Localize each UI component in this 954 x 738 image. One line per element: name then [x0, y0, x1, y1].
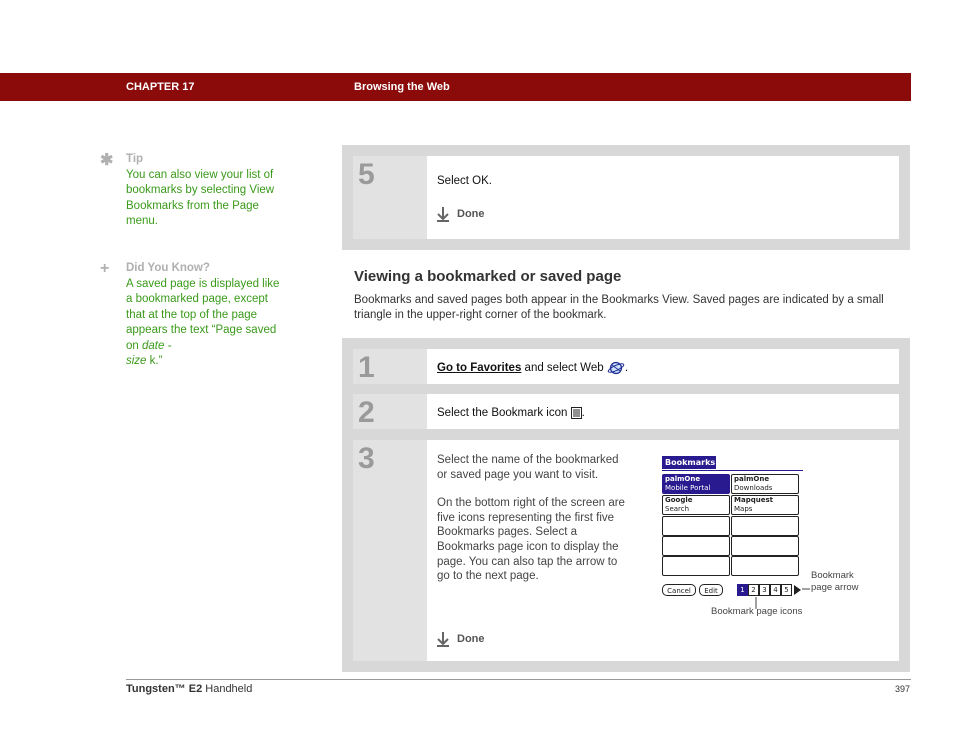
- step-1: [353, 349, 899, 384]
- step-3-para-2: On the bottom right of the screen are five icons representing the first five Bookmarks pages. Select a Bookmarks page icon to display the page. You can also tap the arrow to go to the next page.: [437, 497, 625, 583]
- down-arrow-icon: [437, 206, 449, 222]
- tip-sidebar: [100, 152, 280, 230]
- bookmark-empty-slot[interactable]: [662, 556, 730, 576]
- bookmark-empty-slot[interactable]: [662, 516, 730, 536]
- bookmark-page-3[interactable]: 3: [759, 584, 770, 596]
- step-number: 3: [353, 440, 427, 661]
- bookmark-page-2[interactable]: 2: [748, 584, 759, 596]
- done-indicator: Done: [437, 631, 485, 647]
- step-3: [353, 440, 899, 661]
- steps-1-3-box: [342, 338, 910, 672]
- go-to-favorites-link[interactable]: Go to Favorites: [437, 362, 522, 375]
- bookmark-page-5[interactable]: 5: [781, 584, 792, 596]
- step-2-text: Select the Bookmark icon .: [437, 407, 585, 420]
- step-3-text: [437, 453, 629, 584]
- bookmarks-title: Bookmarks: [662, 456, 716, 469]
- page-icons-callout: Bookmark page icons: [711, 606, 803, 617]
- did-you-know-text: A saved page is displayed like a bookmarked page, except that at the top of the page appears the text “Page saved on date - size k.”: [126, 277, 280, 367]
- bookmark-page-1[interactable]: 1: [737, 584, 748, 596]
- asterisk-icon: ✱: [100, 152, 114, 169]
- bookmark-mapquest-maps[interactable]: Mapquest Maps: [731, 495, 799, 515]
- chapter-label: CHAPTER 17: [126, 81, 195, 93]
- plus-icon: +: [100, 260, 110, 277]
- bookmark-icon: [571, 407, 582, 419]
- did-you-know-title: Did You Know?: [126, 262, 210, 274]
- bookmark-palmone-downloads[interactable]: palmOne Downloads: [731, 474, 799, 494]
- step-5-text: Select OK.: [437, 175, 492, 187]
- step-5-box: [342, 145, 910, 250]
- bookmark-palmone-mobile-portal[interactable]: palmOne Mobile Portal: [662, 474, 730, 494]
- section-heading: Viewing a bookmarked or saved page: [354, 268, 622, 285]
- step-number: 5: [353, 156, 427, 239]
- bookmark-google-search[interactable]: Google Search: [662, 495, 730, 515]
- bookmark-empty-slot[interactable]: [731, 556, 799, 576]
- bookmark-empty-slot[interactable]: [731, 536, 799, 556]
- step-1-text: Go to Favorites and select Web .: [437, 362, 629, 375]
- section-paragraph: Bookmarks and saved pages both appear in the Bookmarks View. Saved pages are indicated by a small triangle in the upper-right corner of the bookmark.: [354, 294, 884, 321]
- down-arrow-icon: [437, 631, 449, 647]
- page-arrow-callout: Bookmark page arrow: [811, 570, 859, 593]
- step-3-para-1: Select the name of the bookmarked or saved page you want to visit.: [437, 454, 619, 481]
- tip-text: You can also view your list of bookmarks by selecting View Bookmarks from the Page menu.: [126, 168, 275, 227]
- bookmarks-titlebar: [662, 456, 803, 471]
- did-you-know-sidebar: [100, 261, 280, 370]
- footer-divider: [126, 679, 911, 680]
- step-2: [353, 394, 899, 429]
- bookmark-page-4[interactable]: 4: [770, 584, 781, 596]
- step-number: 2: [353, 394, 427, 429]
- cancel-button[interactable]: Cancel: [662, 584, 696, 596]
- footer-product: Tungsten™ E2 Handheld: [126, 683, 253, 695]
- tip-title: Tip: [126, 153, 144, 165]
- bookmark-empty-slot[interactable]: [662, 536, 730, 556]
- step-5: [353, 156, 899, 239]
- chapter-header-bar: [0, 73, 911, 101]
- web-globe-icon: [607, 361, 625, 375]
- step-number: 1: [353, 349, 427, 384]
- section-title: Browsing the Web: [354, 81, 450, 93]
- bookmark-empty-slot[interactable]: [731, 516, 799, 536]
- page-number: 397: [894, 684, 910, 694]
- done-indicator: Done: [437, 206, 485, 222]
- bookmarks-screen: [662, 456, 803, 598]
- edit-button[interactable]: Edit: [699, 584, 723, 596]
